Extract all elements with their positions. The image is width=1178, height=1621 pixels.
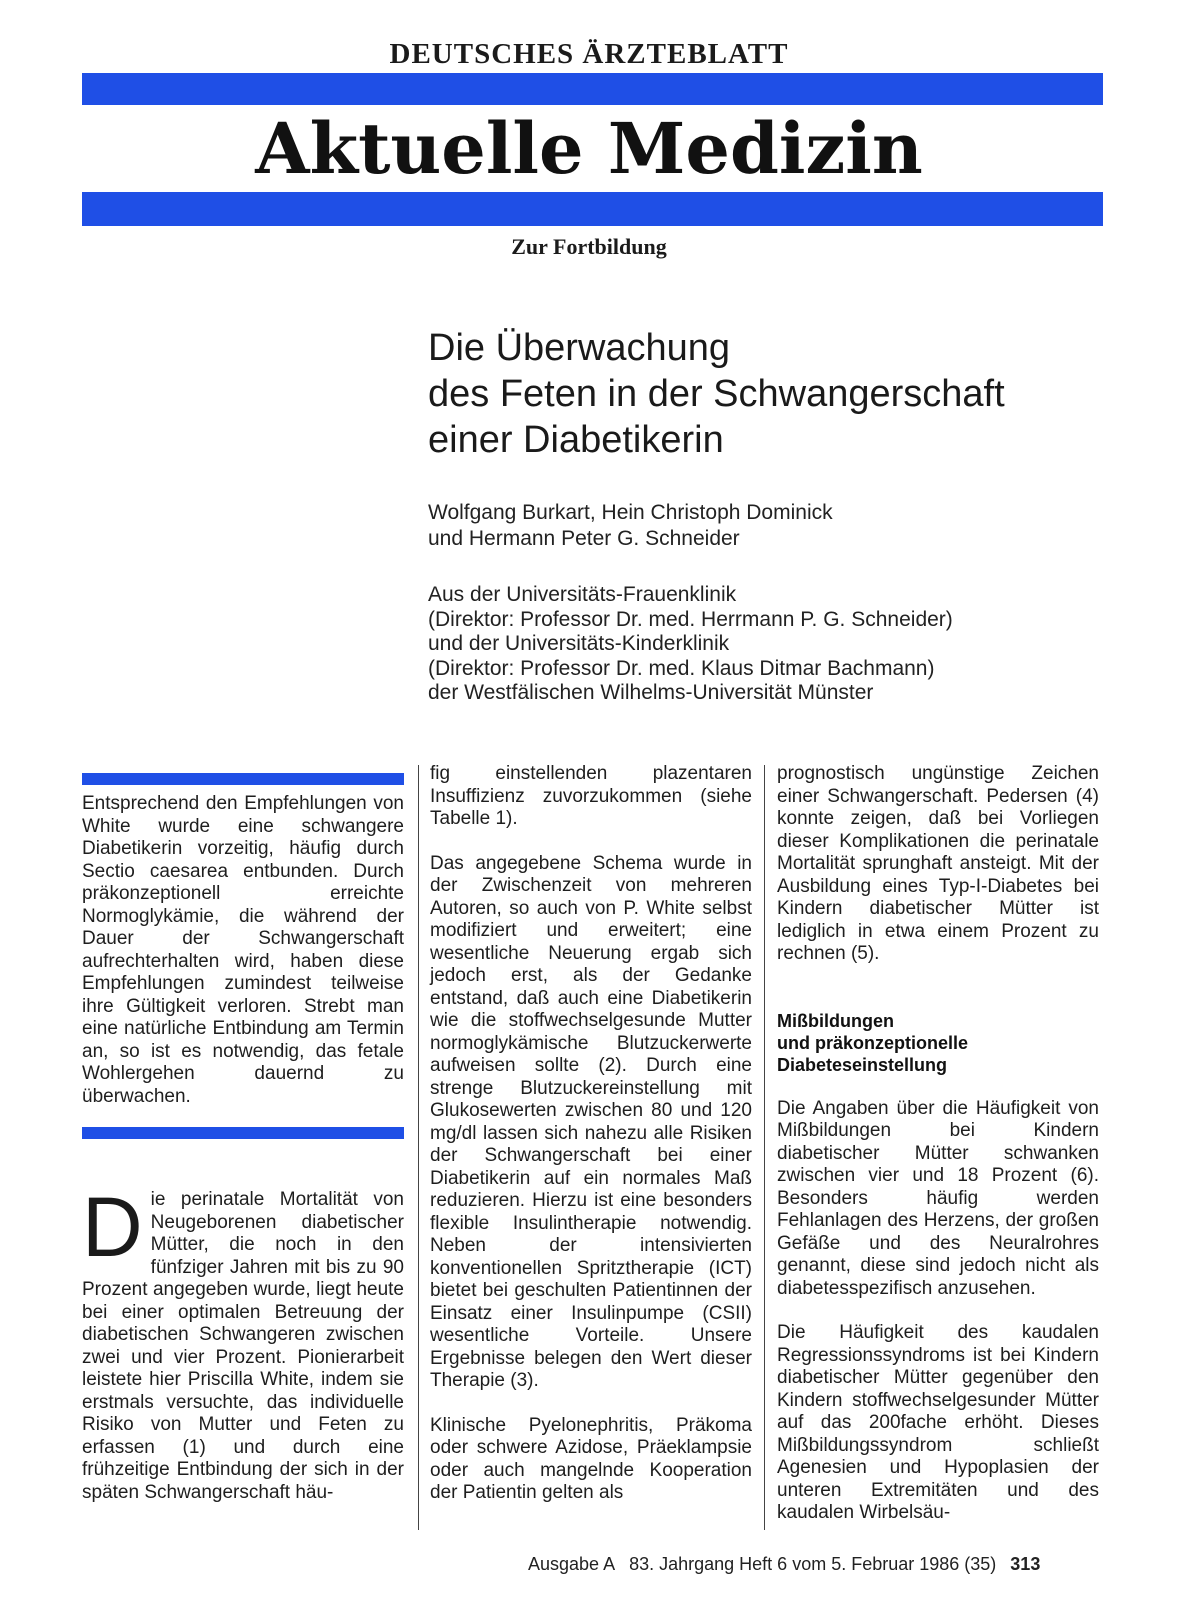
subheading-line: Mißbildungen: [777, 1010, 894, 1031]
body-paragraph: Die Angaben über die Häufigkeit von Mißbildungen bei Kindern diabetischer Mütter schwanken zwischen vier und 18 Prozent (6). Besonders häufig werden Fehlanlagen des Herzens, der großen Gefäße und des Neuralrohres genannt, diese sind jedoch nicht als diabetesspezifisch anzusehen.: [777, 1097, 1099, 1299]
section-subtitle: Zur Fortbildung: [511, 234, 667, 259]
column-rule: [418, 765, 419, 1530]
masthead-bar-bottom: [82, 192, 1103, 226]
body-paragraph: fig einstellenden plazentaren Insuffizienz zuvorzukommen (siehe Tabelle 1).: [430, 763, 752, 829]
body-column-3: [777, 763, 1099, 1525]
column-rule: [764, 765, 765, 1530]
subheading-line: Diabeteseinstellung: [777, 1054, 948, 1075]
article-title-line: einer Diabetikerin: [428, 419, 724, 461]
body-paragraph: prognostisch ungünstige Zeichen einer Schwangerschaft. Pedersen (4) konnte zeigen, daß bei Vorliegen dieser Komplikationen die perinatale Mortalität sprunghaft ansteigt. Mit der Ausbildung eines Typ-I-Diabetes bei Kindern diabetischer Mütter ist lediglich in etwa einem Prozent zu rechnen (5).: [777, 763, 1099, 964]
article-title-line: des Feten in der Schwangerschaft: [428, 373, 1005, 415]
authors-line: und Hermann Peter G. Schneider: [428, 527, 740, 550]
body-paragraph: Die Häufigkeit des kaudalen Regressionssyndroms ist bei Kindern diabetischer Mütter gegenüber den Kindern stoffwechselgesunder Mütter auf das 200fache erhöht. Dieses Mißbildungssyndrom schließt Agenesien und Hypoplasien der unteren Extremitäten und des kaudalen Wirbelsäu-: [777, 1322, 1099, 1523]
body-column-2: [430, 763, 752, 1505]
masthead: DEUTSCHES ÄRZTEBLATT: [389, 38, 789, 70]
masthead-bar-top: [82, 73, 1103, 105]
affiliation-line: (Direktor: Professor Dr. med. Herrmann P. G. Schneider): [428, 607, 953, 631]
article-title-line: Die Überwachung: [428, 327, 731, 369]
section-subheading: [777, 1010, 1099, 1076]
body-column-1: [82, 1180, 404, 1504]
abstract-bar-bottom: [82, 1127, 404, 1139]
authors-line: Wolfgang Burkart, Hein Christoph Dominick: [428, 501, 833, 524]
subheading-line: und präkonzeptionelle: [777, 1032, 969, 1053]
article-affiliation: [428, 583, 1148, 706]
edition-info: Ausgabe A 83. Jahrgang Heft 6 vom 5. Februar 1986 (35): [528, 1554, 997, 1574]
affiliation-line: der Westfälischen Wilhelms-Universität Münster: [428, 681, 874, 704]
article-authors: [428, 500, 1148, 552]
affiliation-line: und der Universitäts-Kinderklinik: [428, 632, 730, 655]
body-paragraph: ie perinatale Mortalität von Neugeborenen diabetischer Mütter, die noch in den fünfziger Jahren mit bis zu 90 Prozent angegeben wurde, liegt heute bei einer optimalen Betreuung der diabetischen Schwangeren zwischen zwei und vier Prozent. Pionierarbeit leistete hier Priscilla White, indem sie erstmals versuchte, das individuelle Risiko von Mutter und Feten zu erfassen (1) und durch eine frühzeitige Entbindung der sich in der späten Schwangerschaft häu-: [82, 1189, 404, 1503]
drop-cap: D: [82, 1180, 143, 1274]
abstract-text: Entsprechend den Empfehlungen von White wurde eine schwangere Diabetikerin vorzeitig, häufig durch Sectio caesarea entbunden. Durch präkonzeptionell erreichte Normoglykämie, die während der Dauer der Schwangerschaft aufrechterhalten wird, haben diese Empfehlungen zumindest teilweise ihre Gültigkeit verloren. Strebt man eine natürliche Entbindung am Termin an, so ist es notwendig, das fetale Wohlergehen dauernd zu überwachen.: [82, 793, 404, 1107]
abstract: [82, 793, 404, 1108]
section-title: Aktuelle Medizin: [255, 107, 923, 190]
article-title: [428, 325, 1148, 463]
page-number: 313: [1010, 1554, 1041, 1574]
abstract-bar-top: [82, 773, 404, 785]
page-footer: [528, 1554, 1103, 1575]
body-paragraph: Klinische Pyelonephritis, Präkoma oder schwere Azidose, Präeklampsie oder auch mangelnde Kooperation der Patientin gelten als: [430, 1414, 752, 1503]
body-paragraph: Das angegebene Schema wurde in der Zwischenzeit von mehreren Autoren, so auch von P. White selbst modifiziert und erweitert; eine wesentliche Neuerung ergab sich jedoch erst, als der Gedanke entstand, daß auch eine Diabetikerin wie die stoffwechselgesunde Mutter normoglykämische Blutzuckerwerte aufweisen sollte (2). Durch eine strenge Blutzuckereinstellung mit Glukosewerten zwischen 80 und 120 mg/dl lassen sich nahezu alle Risiken der Schwangerschaft bei einer Diabetikerin auf ein normales Maß reduzieren. Hierzu ist eine besonders flexible Insulintherapie notwendig. Neben der intensivierten konventionellen Spritztherapie (ICT) bietet bei geschulten Patientinnen der Einsatz einer Insulinpumpe (CSII) wesentliche Vorteile. Unsere Ergebnisse belegen den Wert dieser Therapie (3).: [430, 852, 752, 1391]
affiliation-line: (Direktor: Professor Dr. med. Klaus Ditmar Bachmann): [428, 656, 935, 680]
affiliation-line: Aus der Universitäts-Frauenklinik: [428, 583, 737, 606]
